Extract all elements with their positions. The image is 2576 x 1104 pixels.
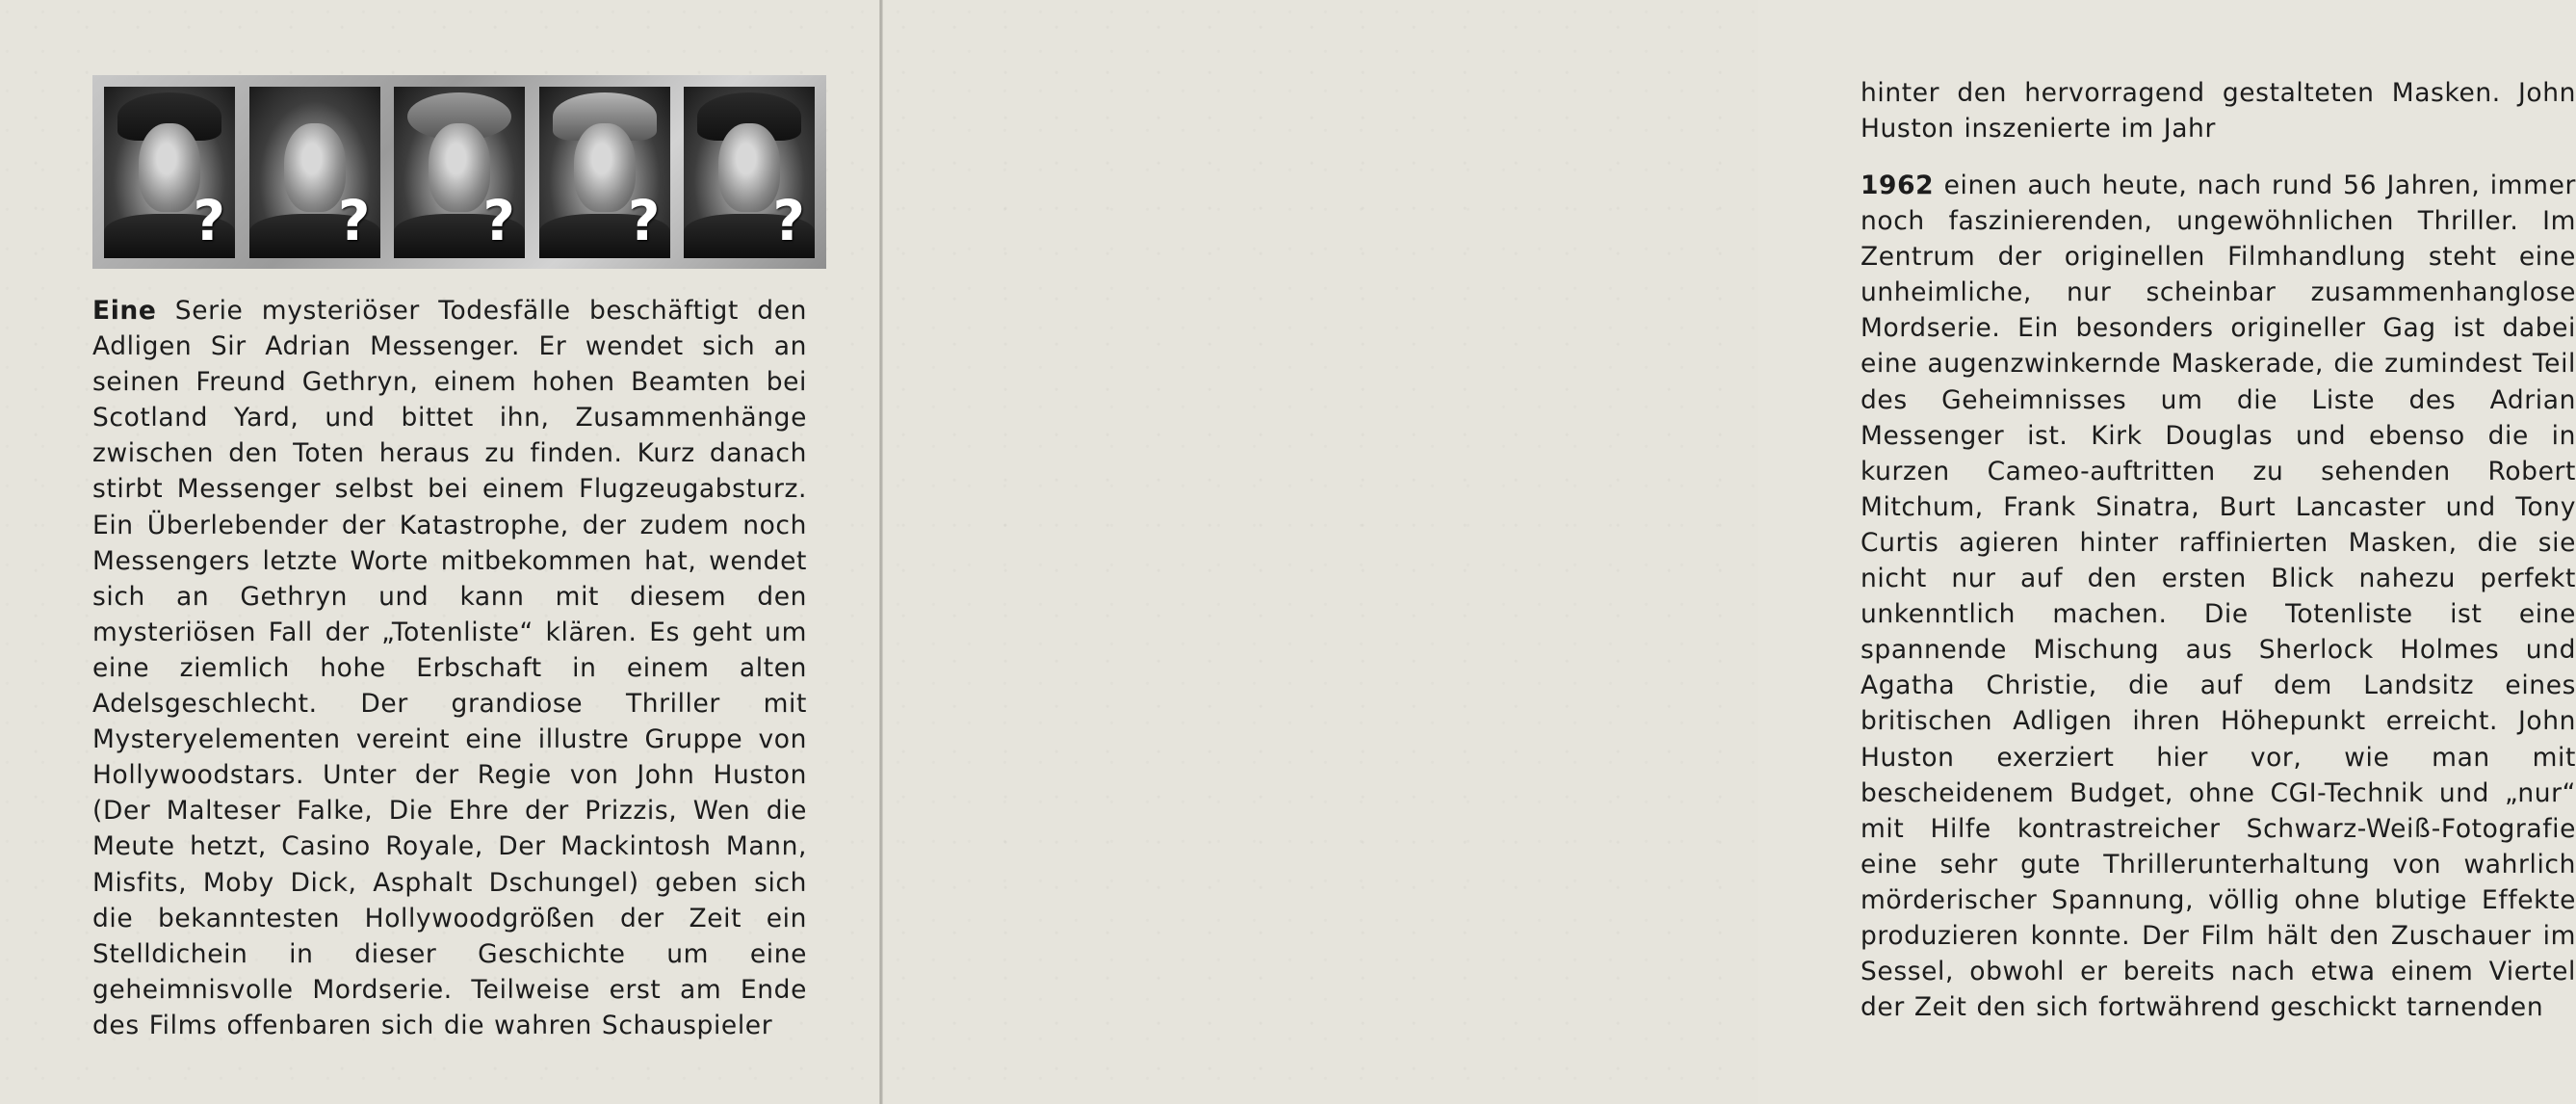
- face-shape: [718, 123, 780, 212]
- mask-portrait-5: [684, 87, 815, 258]
- right-page: [883, 0, 2576, 1104]
- question-mark-icon: ?: [627, 187, 661, 253]
- mask-portrait-4: [539, 87, 670, 258]
- right-paragraph: einen auch heute, nach rund 56 Jahren, immer noch faszinierenden, ungewöhnlichen Thriller. Im Zentrum der originellen Filmhandlung steht eine unheimliche, nur scheinbar zusammenhanglose Mordserie. Ein besonders origineller Gag ist dabei eine augenzwinkernde Maskerade, die zumindest Teil des Geheimnisses um die Liste des Adrian Messenger ist. Kirk Douglas und ebenso die in kurzen Cameo-auftritten zu sehenden Robert Mitchum, Frank Sinatra, Burt Lancaster und Tony Curtis agieren hinter raffinierten Masken, die sie nicht nur auf den ersten Blick nahezu perfekt unkenntlich machen. Die Totenliste ist eine spannende Mischung aus Sherlock Holmes und Agatha Christie, die auf dem Landsitz eines britischen Adligen ihren Höhepunkt erreicht. John Huston exerziert hier vor, wie man mit bescheidenem Budget, ohne CGI-Technik und „nur“ mit Hilfe kontrastreicher Schwarz-Weiß-Fotografie eine sehr gute Thrillerunterhaltung von wahrlich mörderischer Spannung, völlig ohne blutige Effekte produzieren konnte. Der Film hält den Zuschauer im Sessel, obwohl er bereits nach etwa einem Viertel der Zeit den sich fortwährend geschickt tarnenden: [1860, 171, 2576, 1023]
- question-mark-icon: ?: [193, 187, 225, 253]
- lead-word: Eine: [92, 296, 157, 326]
- right-body-text: [1860, 168, 2576, 1025]
- question-mark-icon: ?: [482, 187, 515, 253]
- left-paragraph: Serie mysteriöser Todesfälle beschäftigt den Adligen Sir Adrian Messenger. Er wendet sich an seinen Freund Gethryn, einem hohen Beamten bei Scotland Yard, und bittet ihn, Zusammenhänge zwischen den Toten heraus zu finden. Kurz danach stirbt Messenger selbst bei einem Flugzeugabsturz. Ein Überlebender der Katastrophe, der zudem noch Messengers letzte Worte mitbekommen hat, wendet sich an Gethryn und kann mit diesem den mysteriösen Fall der „Totenliste“ klären. Es geht um eine ziemlich hohe Erbschaft in einem alten Adelsgeschlecht. Der grandiose Thriller mit Mysteryelementen vereint eine illustre Gruppe von Hollywoodstars. Unter der Regie von John Huston (Der Malteser Falke, Die Ehre der Prizzis, Wen die Meute hetzt, Casino Royale, Der Mackintosh Mann, Misfits, Moby Dick, Asphalt Dschungel) geben sich die bekanntesten Hollywoodgrößen der Zeit ein Stelldichein in dieser Geschichte um eine geheimnisvolle Mordserie. Teilweise erst am Ende des Films offenbaren sich die wahren Schauspieler: [92, 296, 807, 1040]
- face-shape: [139, 123, 200, 212]
- mask-portrait-2: [249, 87, 380, 258]
- question-mark-icon: ?: [772, 187, 805, 253]
- right-intro-text: hinter den hervorragend gestalteten Masken. John Huston inszenierte im Jahr: [1860, 78, 2576, 145]
- face-shape: [429, 123, 490, 212]
- face-shape: [574, 123, 636, 212]
- left-page: [0, 0, 879, 1104]
- mask-portrait-1: [104, 87, 235, 258]
- left-body-text: [92, 293, 807, 1043]
- masks-image-strip: [92, 75, 826, 269]
- year-highlight: 1962: [1860, 171, 1935, 200]
- question-mark-icon: ?: [337, 187, 371, 253]
- mask-portrait-3: [394, 87, 525, 258]
- face-shape: [284, 123, 346, 212]
